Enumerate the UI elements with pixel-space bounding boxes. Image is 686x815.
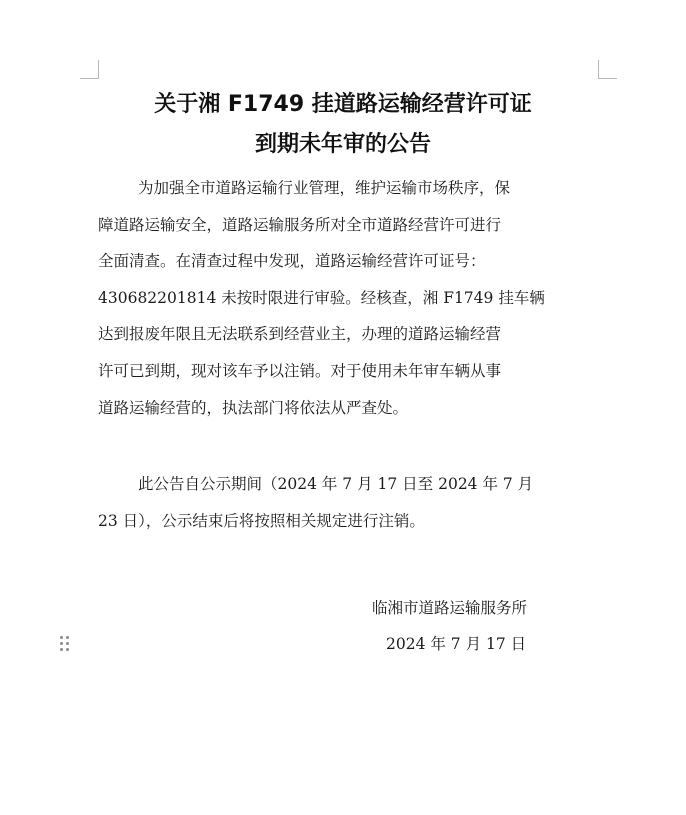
crop-mark-top-left (80, 60, 99, 79)
paragraph-line: 23 日），公示结束后将按照相关规定进行注销。 (98, 511, 425, 530)
body-paragraph-1 (98, 170, 598, 426)
paragraph-line: 障道路运输安全，道路运输服务所对全市道路经营许可进行 (98, 215, 502, 234)
drag-handle-icon[interactable] (60, 636, 70, 652)
drag-handle-dot (66, 648, 69, 651)
drag-handle-dot (60, 642, 63, 645)
paragraph-line: 达到报废年限且无法联系到经营业主，办理的道路运输经营 (98, 325, 502, 344)
paragraph-line: 430682201814 未按时限进行审验。经核查，湘 F1749 挂车辆 (98, 288, 545, 307)
drag-handle-dot (60, 636, 63, 639)
crop-mark-top-right (598, 60, 617, 79)
signature-organization: 临湘市道路运输服务所 (372, 599, 528, 617)
drag-handle-dot (66, 642, 69, 645)
body-paragraph-2 (98, 466, 598, 539)
drag-handle-dot (66, 636, 69, 639)
signature-date: 2024 年 7 月 17 日 (386, 635, 527, 653)
paragraph-line: 许可已到期，现对该车予以注销。对于使用未年审车辆从事 (98, 361, 502, 380)
drag-handle-dot (60, 648, 63, 651)
paragraph-line: 此公告自公示期间（2024 年 7 月 17 日至 2024 年 7 月 (138, 475, 534, 493)
document-title-line-2: 到期未年审的公告 (254, 132, 431, 157)
paragraph-line: 道路运输经营的，执法部门将依法从严查处。 (98, 398, 409, 417)
paragraph-line: 全面清查。在清查过程中发现，道路运输经营许可证号： (98, 252, 486, 271)
paragraph-line: 为加强全市道路运输行业管理，维护运输市场秩序，保 (138, 179, 511, 197)
document-title-line-1: 关于湘 F1749 挂道路运输经营许可证 (154, 92, 532, 117)
